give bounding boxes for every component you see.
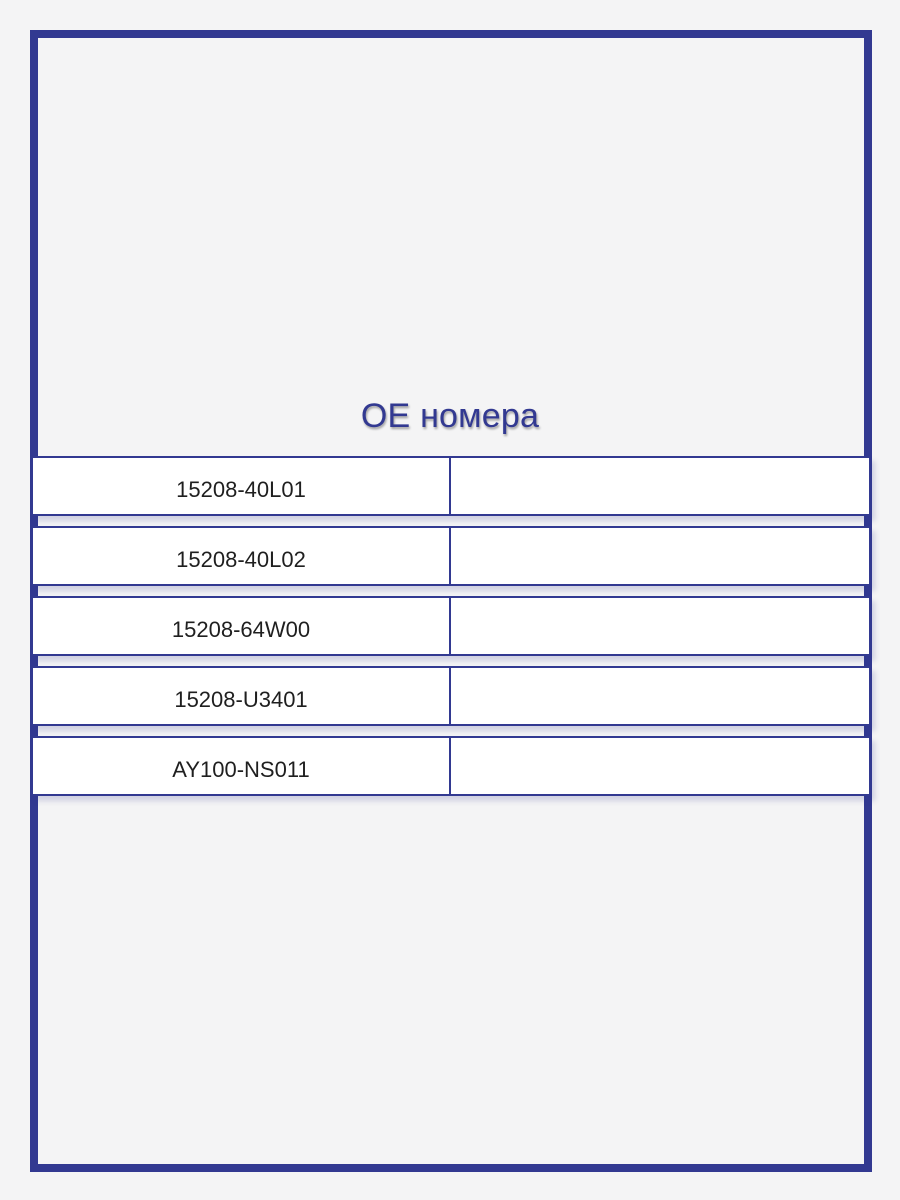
table-row — [31, 526, 871, 586]
oe-number-cell: 15208-40L02 — [33, 528, 451, 584]
empty-cell — [451, 668, 869, 724]
oe-number-cell: 15208-40L01 — [33, 458, 451, 514]
table-row — [31, 456, 871, 516]
table-row — [31, 666, 871, 726]
oe-number-cell: 15208-U3401 — [33, 668, 451, 724]
empty-cell — [451, 528, 869, 584]
empty-cell — [451, 458, 869, 514]
oe-number-cell: 15208-64W00 — [33, 598, 451, 654]
table-row — [31, 596, 871, 656]
empty-cell — [451, 738, 869, 794]
oe-numbers-table — [31, 456, 871, 796]
oe-number-cell: AY100-NS011 — [33, 738, 451, 794]
table-row — [31, 736, 871, 796]
page-title: OE номера — [360, 397, 540, 435]
empty-cell — [451, 598, 869, 654]
